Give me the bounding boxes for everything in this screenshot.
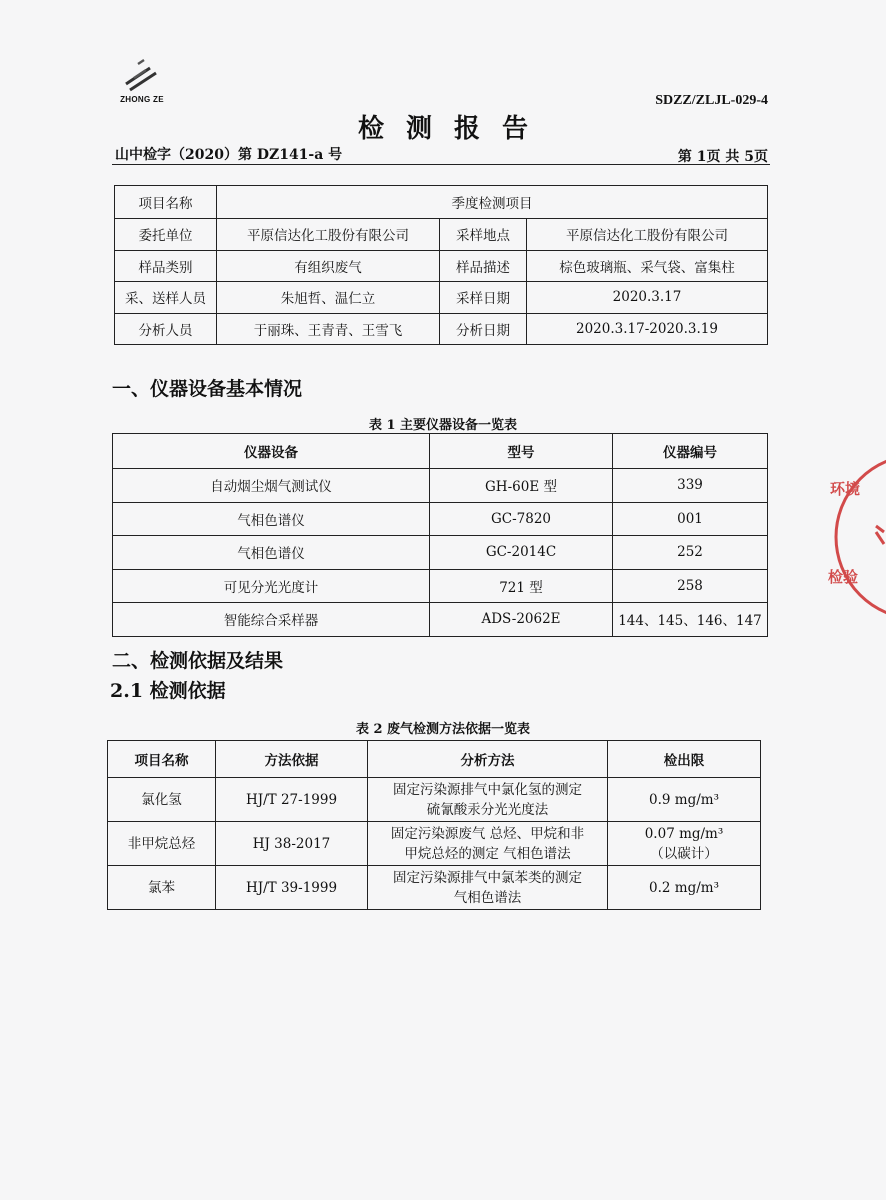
- sample-date-label: 采样日期: [440, 282, 527, 314]
- sample-type-value: 有组织废气: [217, 250, 440, 282]
- reference-number: 山中检字（2020）第 DZ141-a 号: [115, 147, 343, 163]
- header-divider: [112, 164, 770, 165]
- analysis-method: [368, 822, 608, 866]
- detection-limit: [608, 866, 761, 910]
- instrument-number: 144、145、146、147: [613, 603, 768, 637]
- method-basis: HJ/T 27-1999: [216, 778, 368, 822]
- pollutant-name: 氯化氢: [108, 778, 216, 822]
- instrument-number: 001: [613, 502, 768, 536]
- table-row: [108, 778, 761, 822]
- instrument-name: 智能综合采样器: [113, 603, 430, 637]
- method-line: 甲烷总烃的测定 气相色谱法: [404, 845, 571, 862]
- table-row: [113, 603, 768, 637]
- col-header-method: 分析方法: [368, 741, 608, 778]
- instrument-number: 339: [613, 469, 768, 503]
- site-label: 采样地点: [440, 219, 527, 251]
- analysts-value: 于丽珠、王青青、王雪飞: [217, 313, 440, 345]
- zhongze-logo: [112, 58, 172, 108]
- instrument-number: 258: [613, 569, 768, 603]
- table1-caption: 表 1 主要仪器设备一览表: [368, 418, 518, 433]
- instrument-model: 721 型: [430, 569, 613, 603]
- instrument-number: 252: [613, 536, 768, 570]
- method-basis: HJ 38-2017: [216, 822, 368, 866]
- item-name-label: 项目名称: [115, 186, 217, 219]
- method-line: 固定污染源废气 总烃、甲烷和非: [390, 825, 585, 842]
- table-row: [113, 469, 768, 503]
- project-info-table: [114, 185, 768, 345]
- method-basis: HJ/T 39-1999: [216, 866, 368, 910]
- pollutant-name: 氯苯: [108, 866, 216, 910]
- client-label: 委托单位: [115, 219, 217, 251]
- analysis-date-label: 分析日期: [440, 313, 527, 345]
- section2-1-heading: 2.1 检测依据: [110, 680, 226, 702]
- method-line: 固定污染源排气中氯苯类的测定: [393, 869, 582, 886]
- table-row: [115, 313, 768, 345]
- detection-limit: [608, 822, 761, 866]
- table-row: [115, 219, 768, 251]
- item-name-value: 季度检测项目: [217, 186, 768, 219]
- method-table: [107, 740, 761, 910]
- sample-desc-label: 样品描述: [440, 250, 527, 282]
- seal-text-top: 环境: [830, 480, 861, 498]
- table-row: [115, 250, 768, 282]
- col-header-item: 项目名称: [108, 741, 216, 778]
- analysis-date-value: 2020.3.17-2020.3.19: [527, 313, 768, 345]
- logo-text: ZHONG ZE: [120, 95, 164, 104]
- seal-text-bottom: 检验: [828, 568, 859, 586]
- site-value: 平原信达化工股份有限公司: [527, 219, 768, 251]
- logo-mark-icon: [120, 58, 164, 94]
- col-header-basis: 方法依据: [216, 741, 368, 778]
- client-value: 平原信达化工股份有限公司: [217, 219, 440, 251]
- method-line: 固定污染源排气中氯化氢的测定: [393, 781, 582, 798]
- instrument-model: GC-7820: [430, 502, 613, 536]
- analysts-label: 分析人员: [115, 313, 217, 345]
- method-line: 气相色谱法: [453, 889, 522, 906]
- document-number: SDZZ/ZLJL-029-4: [655, 93, 768, 108]
- col-header-model: 型号: [430, 434, 613, 469]
- table-row: [108, 866, 761, 910]
- samplers-value: 朱旭哲、温仁立: [217, 282, 440, 314]
- analysis-method: [368, 866, 608, 910]
- page-number: 第 1页 共 5页: [677, 149, 768, 165]
- section1-heading: 一、仪器设备基本情况: [112, 378, 303, 400]
- table-row: [115, 282, 768, 314]
- instrument-name: 自动烟尘烟气测试仪: [113, 469, 430, 503]
- sample-date-value: 2020.3.17: [527, 282, 768, 314]
- instrument-model: ADS-2062E: [430, 603, 613, 637]
- instrument-table: [112, 433, 768, 637]
- samplers-label: 采、送样人员: [115, 282, 217, 314]
- col-header-limit: 检出限: [608, 741, 761, 778]
- official-seal: [826, 452, 886, 622]
- instrument-model: GC-2014C: [430, 536, 613, 570]
- instrument-name: 可见分光光度计: [113, 569, 430, 603]
- detection-limit: [608, 778, 761, 822]
- section2-heading: 二、检测依据及结果: [112, 650, 284, 672]
- col-header-number: 仪器编号: [613, 434, 768, 469]
- table-row: [113, 569, 768, 603]
- analysis-method: [368, 778, 608, 822]
- table-row: [108, 822, 761, 866]
- table-row: [113, 536, 768, 570]
- sample-desc-value: 棕色玻璃瓶、采气袋、富集柱: [527, 250, 768, 282]
- limit-line: 0.07 mg/m³: [644, 825, 724, 842]
- report-title: 检测报告: [357, 114, 550, 144]
- table-row: [115, 186, 768, 219]
- limit-line: 0.9 mg/m³: [649, 791, 719, 808]
- table2-caption: 表 2 废气检测方法依据一览表: [355, 722, 531, 737]
- instrument-name: 气相色谱仪: [113, 536, 430, 570]
- instrument-model: GH-60E 型: [430, 469, 613, 503]
- limit-note: （以碳计）: [650, 845, 718, 862]
- pollutant-name: 非甲烷总烃: [108, 822, 216, 866]
- table-header-row: [108, 741, 761, 778]
- col-header-instrument: 仪器设备: [113, 434, 430, 469]
- instrument-name: 气相色谱仪: [113, 502, 430, 536]
- method-line: 硫氰酸汞分光光度法: [426, 801, 549, 818]
- sample-type-label: 样品类别: [115, 250, 217, 282]
- table-row: [113, 502, 768, 536]
- limit-line: 0.2 mg/m³: [649, 879, 719, 896]
- table-header-row: [113, 434, 768, 469]
